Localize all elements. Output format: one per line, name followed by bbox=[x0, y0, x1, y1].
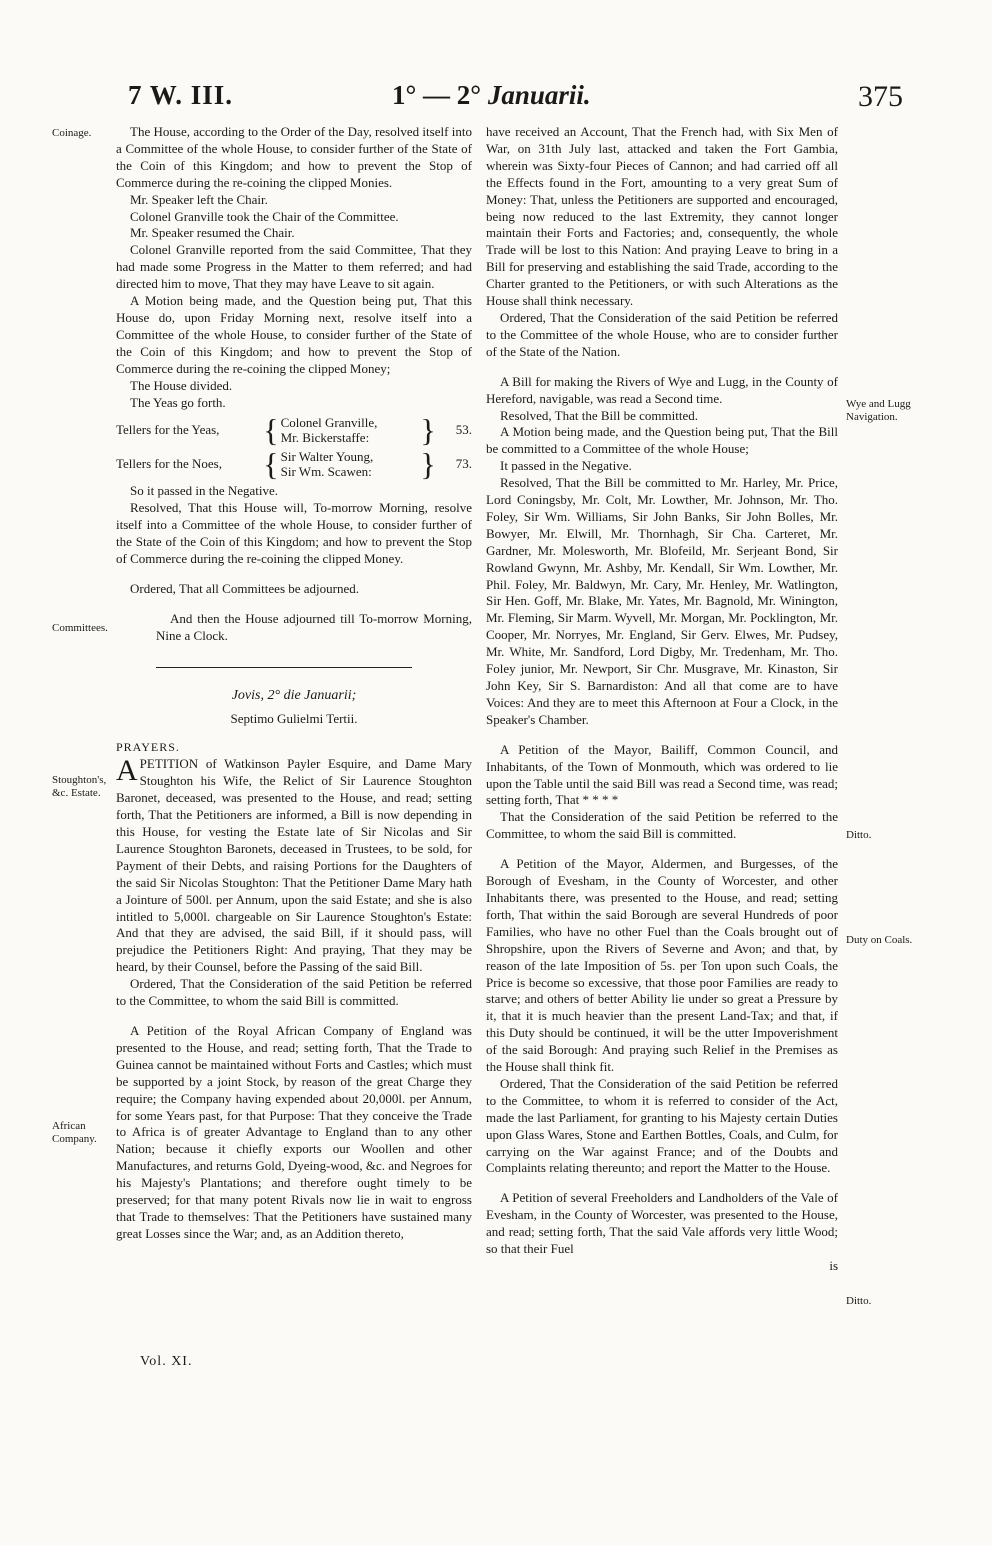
tellers-noes-names bbox=[281, 449, 421, 479]
paragraph: Ordered, That the Consideration of the said Petition be referred to the Committee of the whole House, who are to consider further of the State of the Nation. bbox=[486, 309, 838, 359]
sitting-reign: Septimo Gulielmi Tertii. bbox=[230, 710, 358, 726]
running-head-reign: 7 W. III. bbox=[128, 80, 234, 110]
brace-open: { bbox=[263, 412, 279, 449]
paragraph: Resolved, That the Bill be committed. bbox=[500, 407, 698, 423]
paragraph: A Petition of the Mayor, Bailiff, Common Council, and Inhabitants, of the Town of Monmouth, which was ordered to lie upon the Table until the said Bill was read a Second time, was read; setting forth, That * * * * bbox=[486, 741, 838, 808]
margin-note-ditto-1: Ditto. bbox=[846, 829, 872, 841]
paragraph: Colonel Granville took the Chair of the Committee. bbox=[130, 208, 399, 224]
paragraph: Mr. Speaker left the Chair. bbox=[130, 191, 268, 207]
teller-name: Mr. Bickerstaffe: bbox=[280, 430, 370, 446]
tellers-yeas-count: 53. bbox=[455, 421, 472, 437]
paragraph: A Bill for making the Rivers of Wye and Lugg, in the County of Hereford, navigable, was read a Second time. bbox=[486, 373, 838, 406]
catchword: is bbox=[829, 1258, 838, 1273]
teller-name: Sir Wm. Scawen: bbox=[280, 464, 372, 480]
running-head-date-word: Januarii. bbox=[487, 80, 591, 110]
section-divider bbox=[156, 667, 412, 668]
teller-name: Sir Walter Young, bbox=[280, 449, 374, 465]
paragraph: Colonel Granville reported from the said Committee, That they had made some Progress in the Matter to them referred; and had directed him to move, That they may have Leave to sit again. bbox=[116, 242, 472, 292]
paragraph-text: PETITION of Watkinson Payler Esquire, and Dame Mary Stoughton his Wife, the Relict of Sir Laurence Stoughton Baronet, deceased, was presented to the House, and read; setting forth, That the Petitioners are informed, a Bill is now depending in this House, for vesting the Estate late of Sir Nicolas and Sir Laurence Stoughton Baronets, deceased in Trustees, to be sold, for Payment of their Debts, and raising Portions for the Daughters of the said Sir Nicolas Stoughton: That the Petitioner Dame Mary hath a Jointure of 500l. per Annum, upon the said Estate; and she is also intitled to 5,000l. chargeable on Sir Laurence Stoughton's Estate: And that they are advised, the said Bill, if it should pass, will prejudice the Petitioners Right: And praying, That they may be heard, by their Counsel, before the Passing of the said Bill. bbox=[116, 756, 472, 975]
brace-close: } bbox=[420, 446, 436, 483]
paragraph: Ordered, That the Consideration of the said Petition be referred to the Committee, to whom the said Bill is committed. bbox=[116, 976, 472, 1009]
margin-note-ditto-2: Ditto. bbox=[846, 1295, 872, 1307]
left-column bbox=[116, 124, 472, 1243]
sitting-date: Jovis, 2° die Januarii; bbox=[231, 687, 357, 703]
right-column bbox=[486, 124, 838, 1275]
tellers-noes-count: 73. bbox=[455, 455, 472, 471]
margin-note-committees: Committees. bbox=[52, 622, 108, 634]
margin-note-wye: Wye and Lugg Navigation. bbox=[846, 398, 911, 423]
tellers-yeas-label: Tellers for the Yeas, bbox=[116, 421, 220, 437]
running-head-date bbox=[392, 80, 591, 111]
paragraph: It passed in the Negative. bbox=[500, 458, 632, 474]
tellers-yeas bbox=[116, 412, 472, 449]
tellers-yeas-names bbox=[281, 415, 421, 445]
running-head-date-num: 1° — 2° bbox=[392, 80, 482, 110]
paragraph: Ordered, That the Consideration of the said Petition be referred to the Committee, to whom it is referred to consider of the Act, made the last Parliament, for granting to his Majesty certain Duties upon Glass Wares, Stone and Earthen Bottles, Coals, and Culm, for carrying on the War against France; and of the Doubts and Complaints relating thereunto; and report the Matter to the House. bbox=[486, 1075, 838, 1176]
paragraph: The House, according to the Order of the Day, resolved itself into a Committee of the whole House, to consider further of the State of the Coin of this Kingdom; and how to prevent the Stop of Commerce during the re-coining the clipped Monies. bbox=[116, 124, 472, 190]
margin-note-coinage: Coinage. bbox=[52, 127, 92, 139]
volume-signature: Vol. XI. bbox=[140, 1354, 193, 1369]
paragraph: A Petition of several Freeholders and Landholders of the Vale of Evesham, in the County of Worcester, was presented to the House, and read; setting forth, That the said Vale affords very little Wood; so that their Fuel bbox=[486, 1190, 838, 1257]
paragraph: A Petition of the Royal African Company of England was presented to the House, and read; setting forth, That the Trade to Guinea cannot be maintained without Forts and Castles; which must be supported by a joint Stock, by reason of the great Charge they require; the Company having expended about 20,000l. per Annum, for some Years past, for that Purpose: That they conceive the Trade to Africa is of greater Advantage to England than to any other Nation; because it chiefly exports our Woollen and other Manufactures, and returns Gold, Dyeing-wood, &c. and Negroes for his Majesty's Plantations; and therefore ought timely to be preserved; for that many potent Rivals now lie in wait to engross that Trade to themselves: That the Petitioners have sustained many great Losses since the War; and, as an Addition thereto, bbox=[116, 1022, 472, 1241]
paragraph: A Motion being made, and the Question being put, That this House do, upon Friday Morning next, resolve itself into a Committee of the whole House, to consider further of the State of the Coin of this Kingdom; and how to prevent the Stop of Commerce during the re-coining the clipped Money; bbox=[116, 293, 472, 376]
margin-note-stoughton: Stoughton's, &c. Estate. bbox=[52, 774, 107, 799]
brace-close: } bbox=[420, 412, 436, 449]
paragraph: Ordered, That all Committees be adjourned. bbox=[130, 580, 359, 596]
tellers-noes bbox=[116, 446, 472, 483]
tellers-noes-label: Tellers for the Noes, bbox=[116, 455, 222, 471]
paragraph: Resolved, That this House will, To-morrow Morning, resolve itself into a Committee of the whole House, to consider further of the State of the Coin of this Kingdom; and how to prevent the Stop of Commerce during the re-coining the clipped Money. bbox=[116, 500, 472, 567]
margin-note-duty: Duty on Coals. bbox=[846, 934, 913, 946]
paragraph: Resolved, That the Bill be committed to Mr. Harley, Mr. Price, Lord Coningsby, Mr. Colt, Mr. Lowther, Mr. Johnson, Mr. Tho. Foley, Sir Wm. Williams, Sir John Banks, Sir John Bolles, Mr. Bowyer, Mr. Elwill, Mr. Thornhagh, Sir Cha. Carteret, Mr. Gardner, Mr. Molesworth, Mr. Blofeild, Mr. Serjeant Bond, Sir Rowland Gwynn, Mr. Ashby, Mr. Kendall, Sir Wm. Lowther, Mr. Phil. Foley, Mr. Baldwyn, Mr. Cary, Mr. Henley, Mr. Watlington, Sir Hen. Goff, Mr. Blake, Mr. Yates, Mr. Bagnold, Mr. Winington, Mr. Fleming, Sir Marm. Wyvell, Mr. Morgan, Mr. Pocklington, Mr. Cooper, Mr. Norryes, Mr. England, Sir Gerv. Elwes, Mr. Pudsey, Mr. White, Mr. Sandford, Lord Digby, Mr. Tredenham, Mr. Tho. Foley junior, Mr. Newport, Sir Chr. Musgrave, Mr. Kinaston, Sir John Key, Sir S. Barnardiston: And all that come are to have Voices: And they are to meet this Afternoon at Four a Clock, in the Speaker's Chamber. bbox=[486, 475, 838, 727]
paragraph: That the Consideration of the said Petition be referred to the Committee, to whom the said Bill is committed. bbox=[486, 809, 838, 842]
paragraph: The House divided. bbox=[130, 377, 233, 393]
brace-open: { bbox=[263, 446, 279, 483]
paragraph: A Petition of the Mayor, Aldermen, and Burgesses, of the Borough of Evesham, in the County of Worcester, and other Inhabitants there, was presented to the House, and read; setting forth, That within the said Borough are several Hundreds of poor Families, who have no other Fuel than the Coals brought out of Shropshire, upon the Rivers of Severne and Avon; and that, by reason of the late Imposition of 5s. per Ton upon such Coals, the Price is become so excessive, that those poor Families are ready to starve; and others of better Ability lie under so great a Pressure by it, that it is much heavier than the present Land-Tax; and that, if this Duty should be continued, it will be the utter Impoverishment of the said Borough: And praying such Relief in the Premises as the House shall think fit. bbox=[486, 856, 838, 1075]
paragraph: A Motion being made, and the Question being put, That the Bill be committed to a Committee of the whole House; bbox=[486, 424, 838, 457]
paragraph: The Yeas go forth. bbox=[130, 394, 226, 410]
margin-note-african: African Company. bbox=[52, 1120, 97, 1145]
paragraph: Mr. Speaker resumed the Chair. bbox=[130, 225, 295, 241]
prayers-heading: PRAYERS. bbox=[116, 740, 180, 755]
paragraph: And then the House adjourned till To-morrow Morning, Nine a Clock. bbox=[156, 610, 472, 643]
page-number: 375 bbox=[858, 80, 903, 113]
teller-name: Colonel Granville, bbox=[280, 415, 378, 431]
drop-cap: A bbox=[116, 754, 138, 788]
paragraph: So it passed in the Negative. bbox=[130, 483, 279, 499]
paragraph: have received an Account, That the French had, with Six Men of War, on 31th July last, attacked and taken the Fort Gambia, wherein was Sixty-four Pieces of Cannon; and had carried off all the Effects found in the Fort, amounting to a very great Sum of Money: That, unless the Petitioners are supported and encouraged, being now reduced to the last Extremity, they cannot longer maintain their Forts and Factories; and, consequently, the whole Trade will be lost to this Nation: And praying Leave to bring in a Bill for preserving and establishing the said Trade, according to the Charter granted to the Petitioners, or with such Alterations as the House shall think necessary. bbox=[486, 124, 838, 309]
paragraph bbox=[116, 756, 472, 976]
